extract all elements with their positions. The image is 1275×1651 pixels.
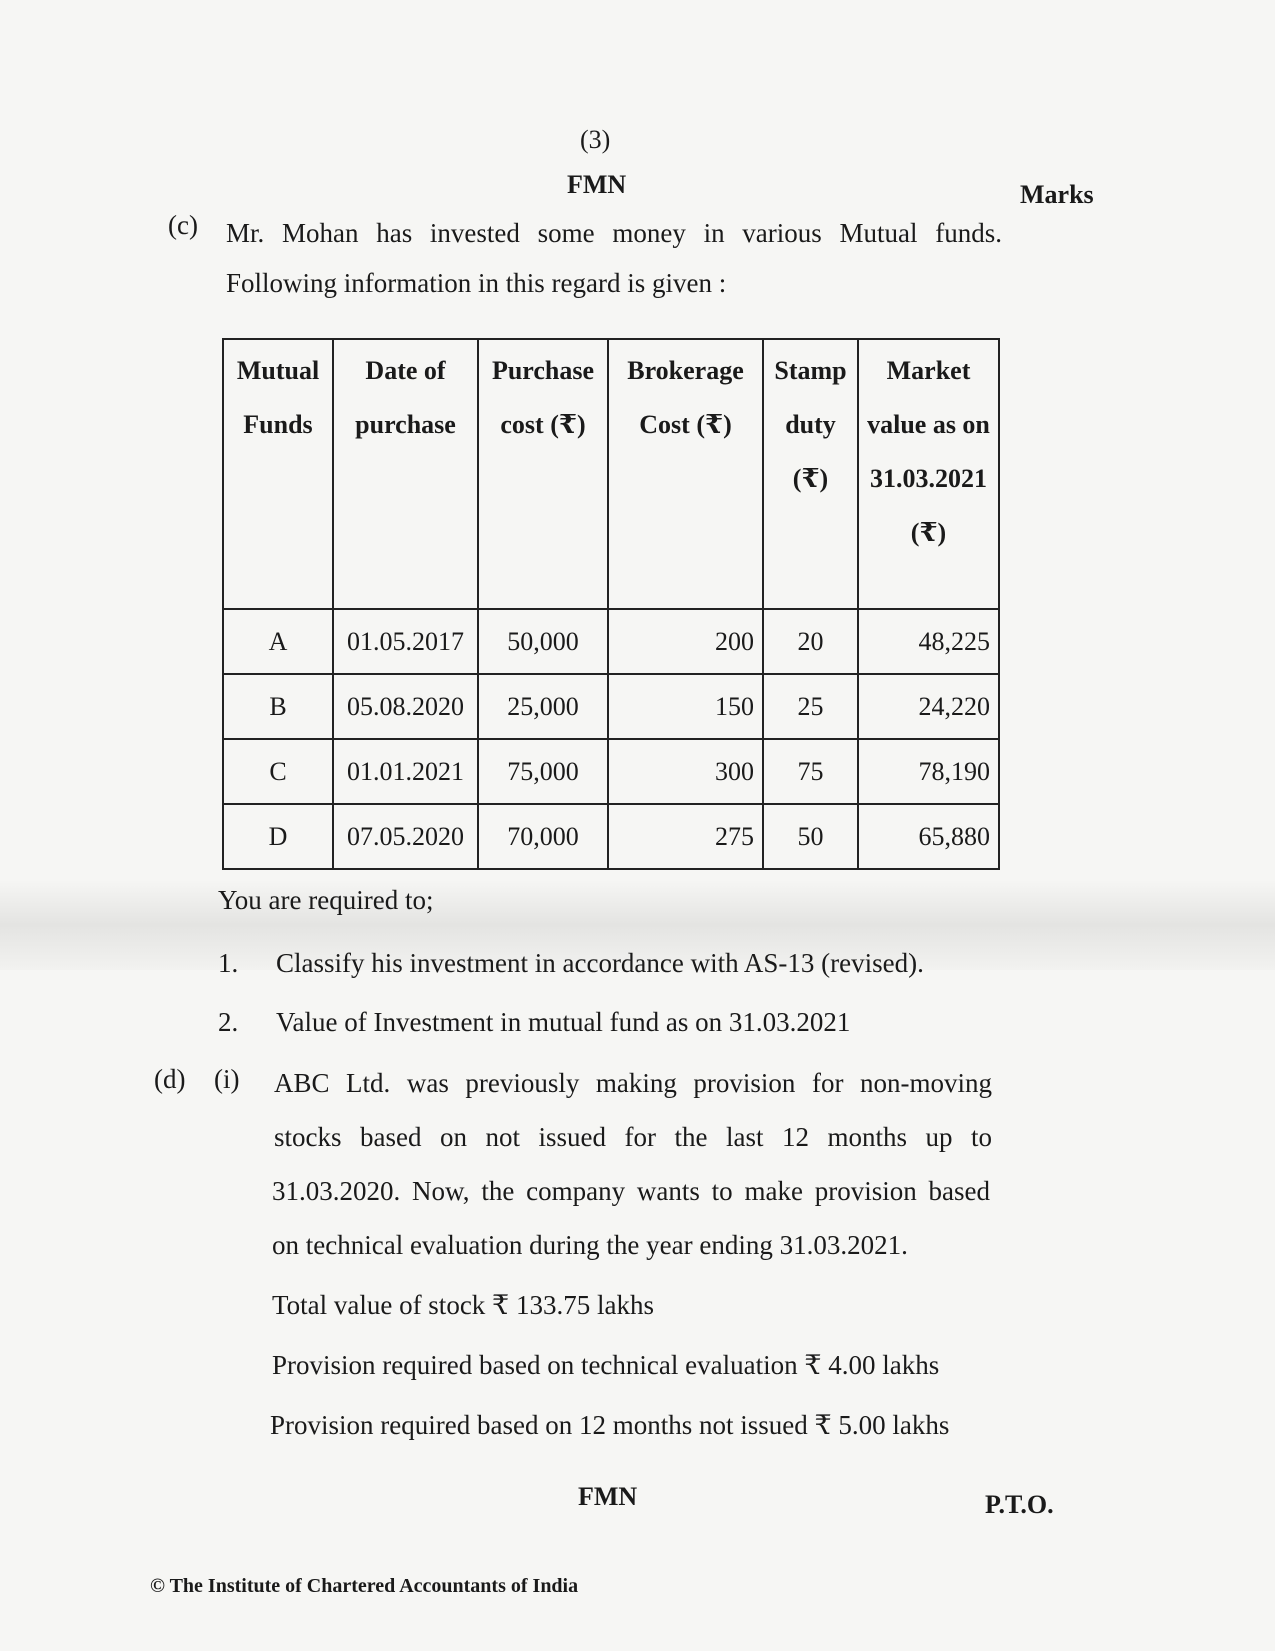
- header-market-value: Market value as on 31.03.2021 (₹): [858, 339, 999, 609]
- cell-purchase-cost: 25,000: [478, 674, 608, 739]
- question-d-label: (d): [154, 1064, 186, 1094]
- cell-stamp-duty: 50: [763, 804, 858, 869]
- question-d-line2: stocks based on not issued for the last 12 months up to: [274, 1122, 992, 1152]
- task-text: Value of Investment in mutual fund as on 31.03.2021: [276, 1007, 851, 1037]
- cell-market-value: 78,190: [858, 739, 999, 804]
- question-c-intro-line1: Mr. Mohan has invested some money in various Mutual funds.: [226, 218, 1002, 248]
- cell-fund: A: [223, 609, 333, 674]
- cell-stamp-duty: 25: [763, 674, 858, 739]
- cell-purchase-cost: 70,000: [478, 804, 608, 869]
- marks-label: Marks: [1020, 180, 1094, 209]
- cell-market-value: 24,220: [858, 674, 999, 739]
- cell-market-value: 65,880: [858, 804, 999, 869]
- cell-stamp-duty: 20: [763, 609, 858, 674]
- pto-label: P.T.O.: [985, 1490, 1054, 1519]
- task-number: 1.: [218, 948, 239, 978]
- copyright-notice: © The Institute of Chartered Accountants of India: [150, 1575, 579, 1597]
- cell-date: 07.05.2020: [333, 804, 478, 869]
- cell-purchase-cost: 75,000: [478, 739, 608, 804]
- cell-stamp-duty: 75: [763, 739, 858, 804]
- required-label: You are required to;: [218, 885, 434, 915]
- cell-brokerage: 275: [608, 804, 763, 869]
- question-d-line3: 31.03.2020. Now, the company wants to make provision based: [272, 1176, 990, 1206]
- header-purchase-cost: Purchase cost (₹): [478, 339, 608, 609]
- table-row: [223, 739, 999, 804]
- task-text: Classify his investment in accordance with AS-13 (revised).: [276, 948, 924, 978]
- table-row: [223, 804, 999, 869]
- cell-fund: C: [223, 739, 333, 804]
- provision-12-months: Provision required based on 12 months not issued ₹ 5.00 lakhs: [270, 1410, 950, 1440]
- header-brokerage-cost: Brokerage Cost (₹): [608, 339, 763, 609]
- table-row: [223, 609, 999, 674]
- question-d-line1: ABC Ltd. was previously making provision for non-moving: [274, 1068, 992, 1098]
- cell-brokerage: 200: [608, 609, 763, 674]
- question-c-intro-line2: Following information in this regard is given :: [226, 268, 727, 298]
- question-c-label: (c): [168, 210, 198, 240]
- cell-brokerage: 300: [608, 739, 763, 804]
- cell-date: 01.01.2021: [333, 739, 478, 804]
- paper-code-footer: FMN: [578, 1482, 638, 1511]
- page-number: (3): [580, 125, 611, 154]
- task-number: 2.: [218, 1007, 239, 1037]
- provision-technical: Provision required based on technical evaluation ₹ 4.00 lakhs: [272, 1350, 940, 1380]
- header-mutual-funds: Mutual Funds: [223, 339, 333, 609]
- cell-brokerage: 150: [608, 674, 763, 739]
- paper-code-header: FMN: [567, 170, 627, 199]
- cell-fund: D: [223, 804, 333, 869]
- header-date-of-purchase: Date of purchase: [333, 339, 478, 609]
- cell-purchase-cost: 50,000: [478, 609, 608, 674]
- mutual-fund-table: [222, 338, 1000, 870]
- question-d-sub-label: (i): [214, 1064, 240, 1094]
- cell-date: 01.05.2017: [333, 609, 478, 674]
- cell-date: 05.08.2020: [333, 674, 478, 739]
- header-stamp-duty: Stamp duty (₹): [763, 339, 858, 609]
- total-stock-value: Total value of stock ₹ 133.75 lakhs: [272, 1290, 654, 1320]
- question-d-line4: on technical evaluation during the year ending 31.03.2021.: [272, 1230, 908, 1260]
- cell-market-value: 48,225: [858, 609, 999, 674]
- table-row: [223, 674, 999, 739]
- cell-fund: B: [223, 674, 333, 739]
